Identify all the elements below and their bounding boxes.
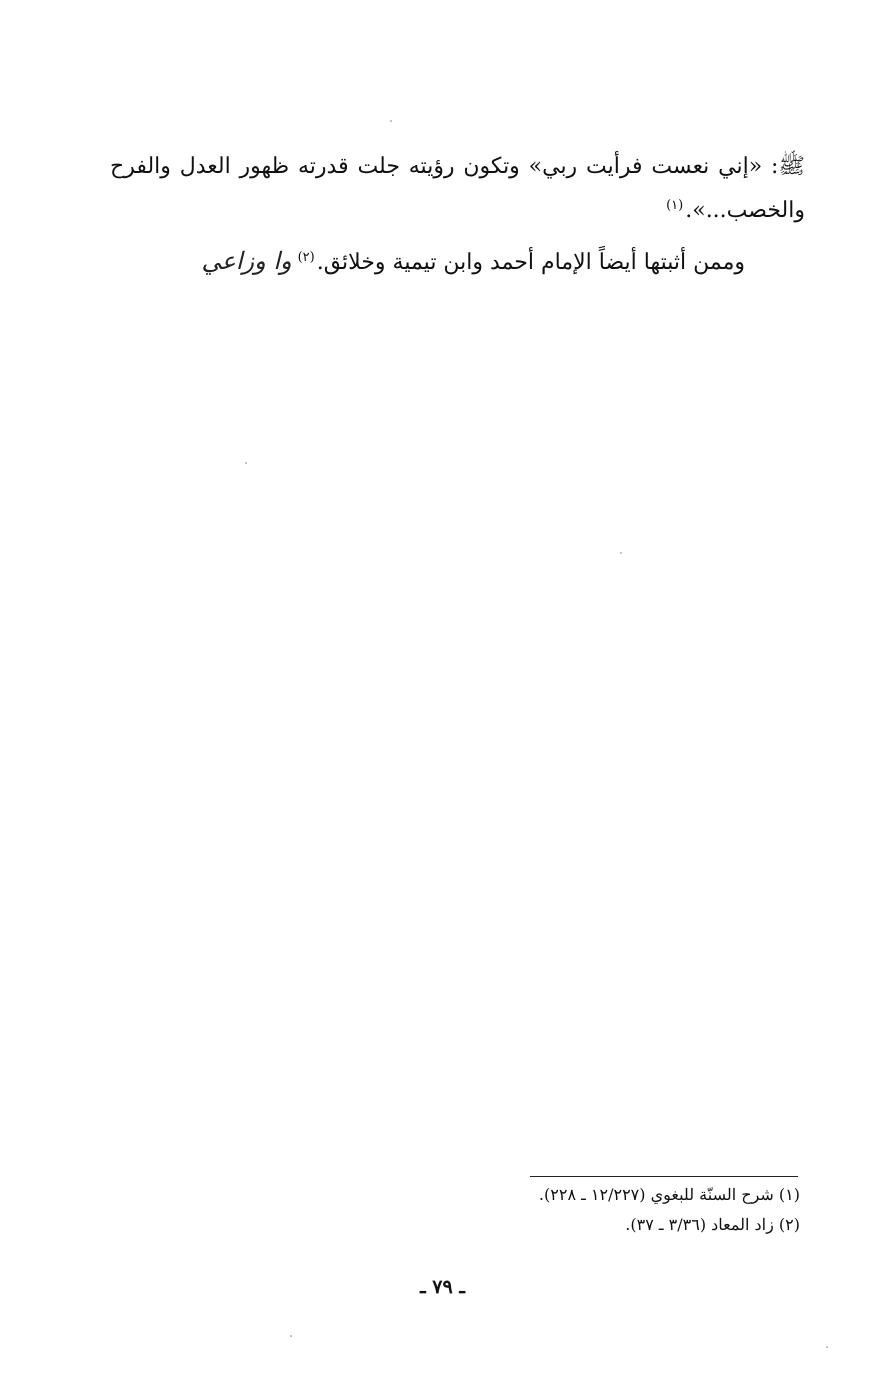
scan-speck: [245, 462, 247, 464]
footnote-divider: [530, 1176, 798, 1177]
page-number: ـ ٧٩ ـ: [420, 1276, 465, 1298]
footnote-ref-1: (١): [666, 197, 684, 213]
paragraph-1-text: ﷺ: «إني نعست فرأيت ربي» وتكون رؤيته جلت قدرته ظهور العدل والفرح والخصب...».: [110, 154, 805, 223]
footnotes: [450, 1180, 800, 1240]
scan-speck: [290, 1335, 292, 1337]
main-text: [110, 145, 805, 285]
footnote-2: (٢) زاد المعاد (٣/٣٦ ـ ٣٧).: [625, 1215, 800, 1234]
paragraph-1: [110, 145, 805, 233]
paragraph-2-text: وممن أثبتها أيضاً الإمام أحمد وابن تيمية وخلائق.: [316, 250, 745, 275]
handwritten-annotation: وا وزاعي: [201, 247, 292, 275]
scan-speck: [390, 120, 392, 122]
paragraph-2: [110, 239, 805, 285]
scan-speck: [620, 552, 622, 554]
footnote-ref-2: (٢): [297, 249, 315, 265]
scan-speck: [826, 1346, 828, 1348]
footnote-1: (١) شرح السنّة للبغوي (١٢/٢٢٧ ـ ٢٢٨).: [538, 1185, 800, 1204]
